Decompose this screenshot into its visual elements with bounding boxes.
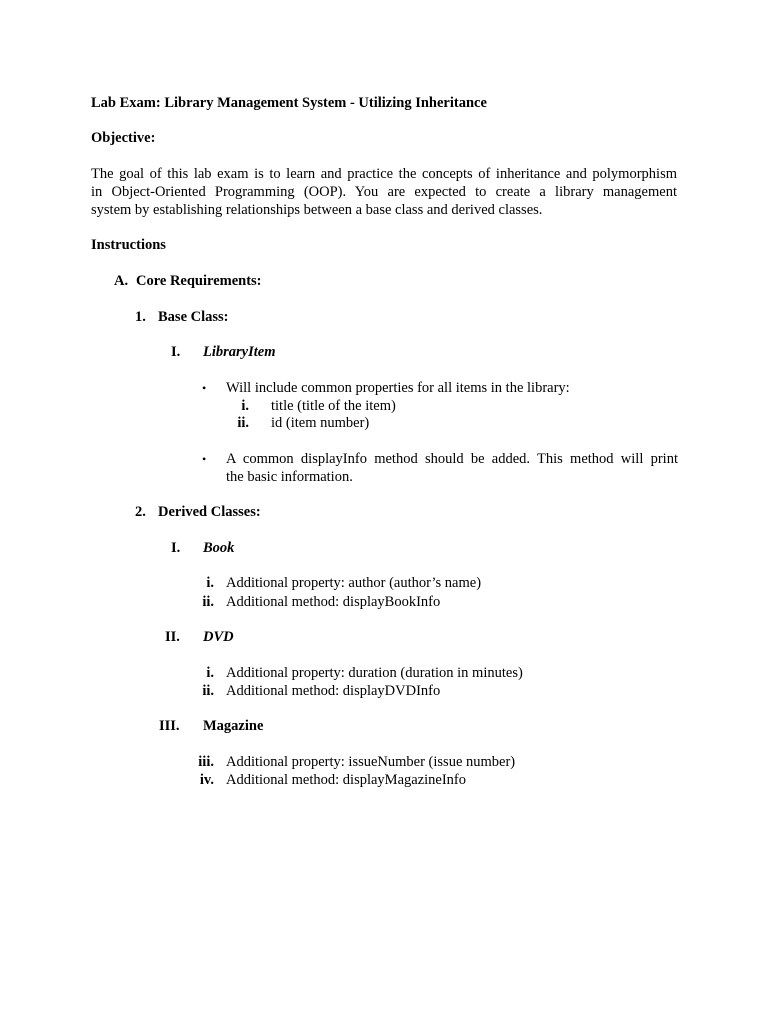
sub-item-text: title (title of the item) (271, 398, 396, 414)
sub-item-text: id (item number) (271, 415, 370, 431)
magazine-item-marker: iii. (198, 754, 214, 770)
section-a-marker: A. (114, 273, 129, 289)
objective-paragraph (91, 165, 677, 219)
objective-heading: Objective: (91, 130, 156, 146)
library-item-marker: I. (171, 344, 181, 360)
bullet-text (226, 450, 678, 486)
book-item-marker: i. (206, 575, 214, 591)
magazine-item-marker: iv. (199, 772, 214, 788)
objective-line: The goal of this lab exam is to learn and practice the concepts of inheritance and polymorphism (91, 166, 677, 182)
dvd-item-text: Additional property: duration (duration in minutes) (226, 665, 523, 681)
magazine-item-text: Additional property: issueNumber (issue number) (226, 754, 516, 770)
sub-item-marker: ii. (237, 415, 249, 431)
base-class-label: Base Class: (158, 309, 229, 325)
book-item-text: Additional property: author (author’s name) (226, 575, 482, 591)
dvd-item-marker: ii. (202, 683, 214, 699)
book-item-text: Additional method: displayBookInfo (226, 594, 441, 610)
magazine-name: Magazine (203, 718, 264, 734)
bullet-point: • (202, 381, 207, 395)
magazine-item-text: Additional method: displayMagazineInfo (226, 772, 467, 788)
dvd-name: DVD (203, 629, 234, 645)
book-name: Book (203, 540, 235, 556)
library-item-name: LibraryItem (203, 344, 276, 360)
document-title: Lab Exam: Library Management System - Utilizing Inheritance (91, 95, 487, 111)
bullet-point: • (202, 452, 207, 466)
objective-line: system by establishing relationships between a base class and derived classes. (91, 202, 543, 218)
dvd-item-marker: i. (206, 665, 214, 681)
objective-line: in Object-Oriented Programming (OOP). You are expected to create a library management (91, 184, 677, 200)
bullet-line: the basic information. (226, 469, 353, 485)
instructions-heading: Instructions (91, 237, 166, 253)
dvd-item-text: Additional method: displayDVDInfo (226, 683, 441, 699)
book-item-marker: ii. (202, 594, 214, 610)
base-class-marker: 1. (135, 309, 146, 325)
book-marker: I. (171, 540, 181, 556)
bullet-text: Will include common properties for all items in the library: (226, 380, 570, 396)
bullet-line: A common displayInfo method should be added. This method will print (226, 451, 678, 467)
derived-classes-label: Derived Classes: (158, 504, 261, 520)
magazine-marker: III. (159, 718, 180, 734)
derived-classes-marker: 2. (135, 504, 146, 520)
dvd-marker: II. (165, 629, 180, 645)
section-a-label: Core Requirements: (136, 273, 262, 289)
sub-item-marker: i. (241, 398, 249, 414)
